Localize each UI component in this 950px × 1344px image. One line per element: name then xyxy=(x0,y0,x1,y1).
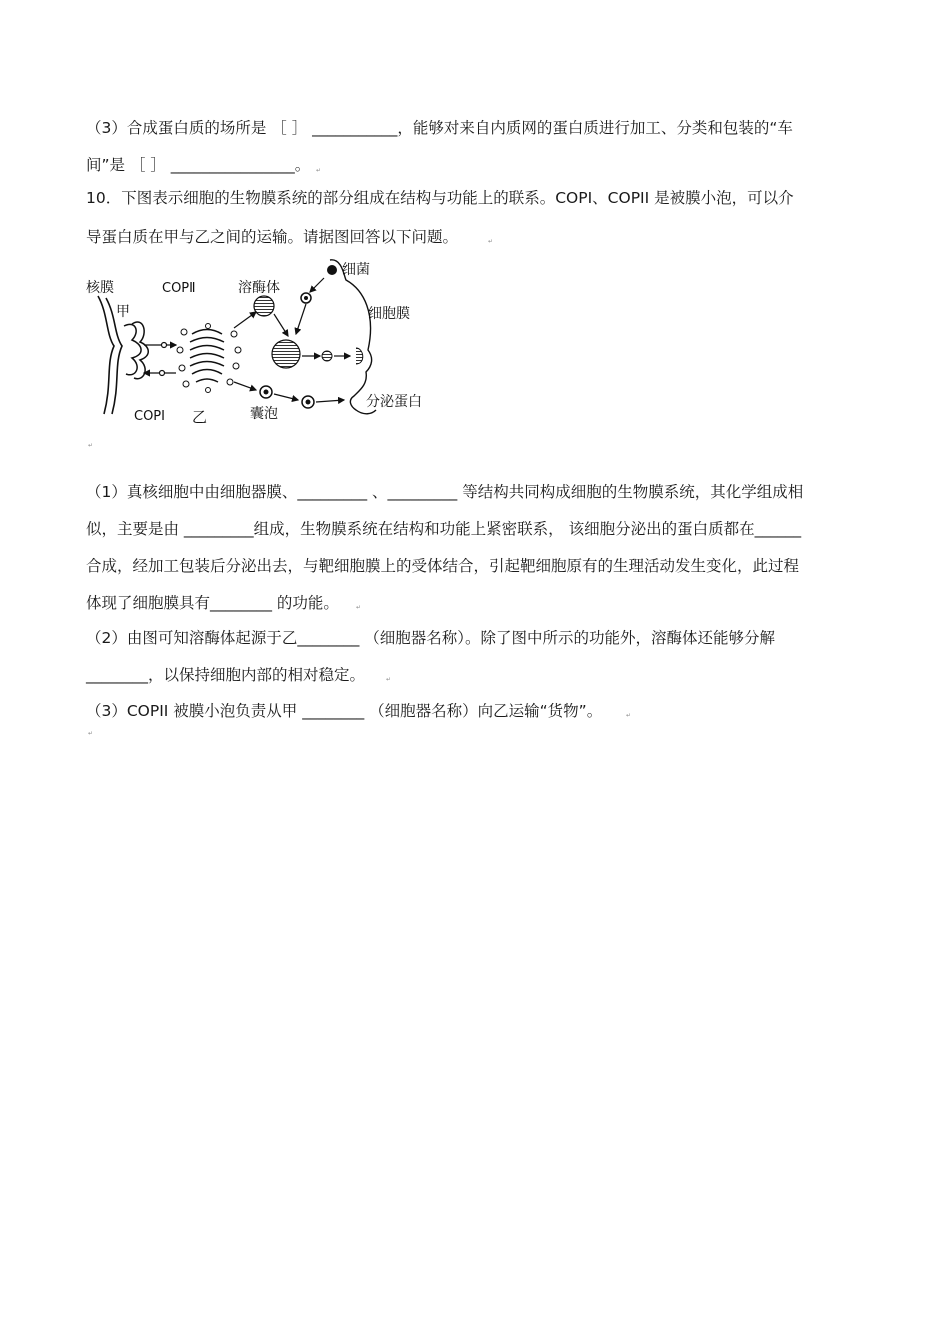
paragraph-mark-icon: ↵ xyxy=(88,730,94,737)
q10-part3-line1: （3）COPII 被膜小泡负责从甲 ________ （细胞器名称）向乙运输“货物”。 xyxy=(86,702,603,720)
q10-part1-line2: 似，主要是由 _________组成，生物膜系统在结构和功能上紧密联系， 该细胞分泌出的蛋白质都在______ xyxy=(86,520,802,538)
label-copi: COPⅠ xyxy=(134,409,165,424)
golgi-vesicles xyxy=(177,324,241,393)
paragraph-mark-icon: ↵ xyxy=(88,442,94,449)
bacteria-arrow xyxy=(310,278,324,292)
label-vesicle: 囊泡 xyxy=(250,406,278,422)
golgi-to-vesicle-arrow xyxy=(234,382,256,390)
bacteria-shape xyxy=(327,265,337,275)
label-lysosome: 溶酶体 xyxy=(238,280,280,296)
lysosome-shape xyxy=(254,296,274,316)
q10-part1-line1: （1）真核细胞中由细胞器膜、_________ 、_________ 等结构共同构成细胞的生物膜系统，其化学组成相 xyxy=(86,483,804,501)
paragraph-mark-icon: ↵ xyxy=(488,238,494,245)
phagolysosome-shape xyxy=(272,340,300,368)
copii-arrow xyxy=(144,343,176,348)
biomembrane-system-figure xyxy=(84,254,444,434)
q10-part2-line2: ________，以保持细胞内部的相对稳定。 xyxy=(86,666,366,684)
paragraph-mark-icon: ↵ xyxy=(626,712,632,719)
label-secreted-protein: 分泌蛋白 xyxy=(366,394,422,410)
label-cell-membrane: 细胞膜 xyxy=(368,306,410,322)
paragraph-mark-icon: ↵ xyxy=(356,604,362,611)
endoplasmic-reticulum-shape xyxy=(124,322,148,379)
label-yi: 乙 xyxy=(192,408,208,426)
q10-stem-line2: 导蛋白质在甲与乙之间的运输。请据图回答以下问题。 xyxy=(86,228,459,246)
label-nuclear-membrane: 核膜 xyxy=(86,280,114,296)
label-bacteria: 细菌 xyxy=(342,262,370,278)
q10-part1-line3: 合成，经加工包装后分泌出去，与靶细胞膜上的受体结合，引起靶细胞原有的生理活动发生变化，此过程 xyxy=(86,557,800,575)
label-jia: 甲 xyxy=(116,304,130,320)
paragraph-mark-icon: ↵ xyxy=(316,167,322,174)
lysosome-to-phagolysosome-arrow xyxy=(274,314,288,336)
q9-part3-line1: （3）合成蛋白质的场所是 ［ ］ ___________，能够对来自内质网的蛋白质进行加工、分类和包装的“车 xyxy=(86,119,793,137)
q9-part3-line2: 间”是 ［ ］ ________________。 xyxy=(86,156,311,174)
q10-part2-line1: （2）由图可知溶酶体起源于乙________ （细胞器名称）。除了图中所示的功能外，溶酶体还能够分解 xyxy=(86,629,776,647)
copi-arrow xyxy=(144,371,176,376)
golgi-to-lysosome-arrow xyxy=(234,312,256,328)
q10-part1-line4: 体现了细胞膜具有________ 的功能。 xyxy=(86,594,339,612)
cell-membrane-shape xyxy=(330,260,376,414)
golgi-apparatus-shape xyxy=(190,330,224,383)
label-copii: COPⅡ xyxy=(162,281,196,296)
q10-stem-line1: 10．下图表示细胞的生物膜系统的部分组成在结构与功能上的联系。COPI、COPII 是被膜小泡，可以介 xyxy=(86,189,794,207)
paragraph-mark-icon: ↵ xyxy=(386,676,392,683)
